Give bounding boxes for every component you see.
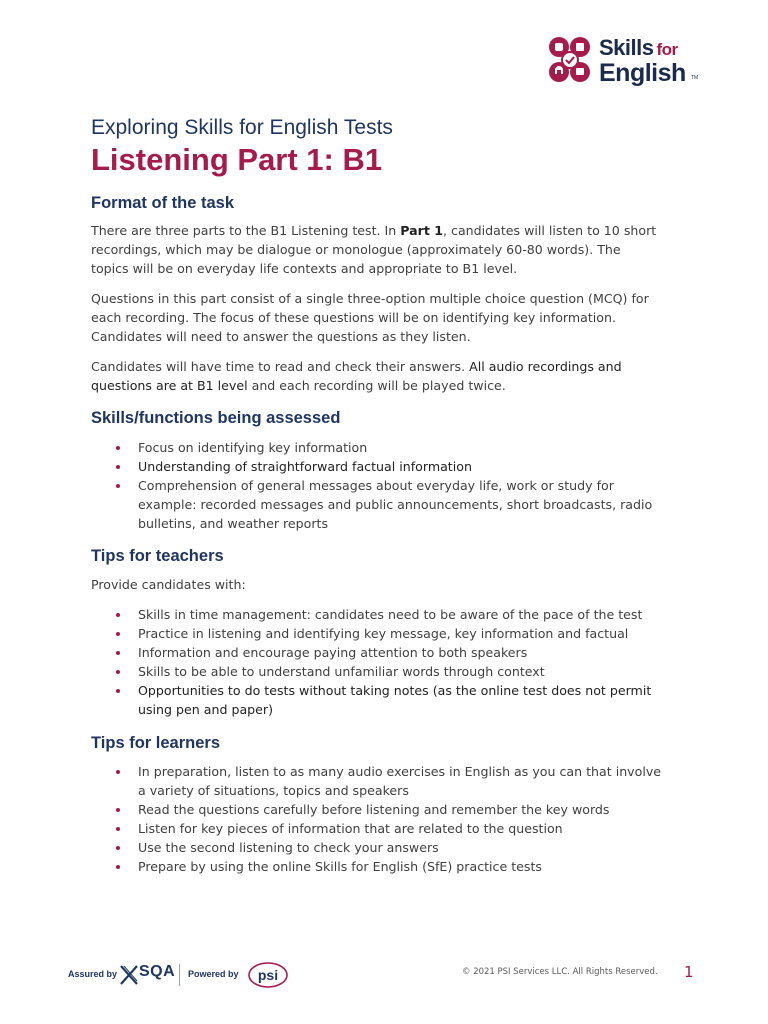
list-item: Read the questions carefully before listening and remember the key words (91, 800, 671, 819)
section-heading-teachers: Tips for teachers (91, 547, 224, 565)
sqa-logo-mark-icon (118, 963, 140, 987)
document-supertitle: Exploring Skills for English Tests (91, 116, 393, 139)
logo-word-english: English (599, 59, 686, 87)
bullet-icon (116, 632, 120, 636)
footer-copyright: © 2021 PSI Services LLC. All Rights Reserved. (462, 967, 658, 977)
skills-for-english-logo (547, 34, 697, 86)
teachers-intro: Provide candidates with: (91, 577, 246, 592)
list-item: Skills to be able to understand unfamiliar words through context (91, 662, 671, 681)
list-item: Comprehension of general messages about everyday life, work or study for example: recorded messages and public announcements, short broadcasts, radio bulletins, and weather reports (91, 476, 671, 533)
bullet-icon (116, 865, 120, 869)
bullet-icon (116, 651, 120, 655)
footer-assured-by: Assured by (68, 969, 118, 979)
bullet-icon (116, 808, 120, 812)
bullet-icon (116, 446, 120, 450)
list-item: Use the second listening to check your answers (91, 838, 671, 857)
bullet-icon (116, 689, 120, 693)
section-heading-skills: Skills/functions being assessed (91, 409, 341, 427)
list-item: Prepare by using the online Skills for English (SfE) practice tests (91, 857, 671, 876)
bullet-icon (116, 484, 120, 488)
bullet-icon (116, 770, 120, 774)
section-heading-format: Format of the task (91, 194, 235, 212)
list-item: Skills in time management: candidates need to be aware of the pace of the test (91, 605, 671, 624)
format-paragraph-1: There are three parts to the B1 Listening test. In Part 1, candidates will listen to 10 short recordings, which may be dialogue or monologue (approximately 60-80 words). The topics will be on everyday life contexts and appropriate to B1 level. (91, 223, 657, 276)
logo-word-for: for (656, 40, 678, 59)
bullet-icon (116, 827, 120, 831)
list-item: In preparation, listen to as many audio exercises in English as you can that involve a variety of situations, topics and speakers (91, 762, 671, 800)
bullet-icon (116, 670, 120, 674)
logo-word-skills: Skills for (599, 35, 678, 60)
psi-logo-icon (246, 961, 290, 989)
list-item: Information and encourage paying attention to both speakers (91, 643, 671, 662)
format-paragraph-3: Candidates will have time to read and check their answers. All audio recordings and questions are at B1 level and each recording will be played twice. (91, 359, 622, 393)
list-item: Practice in listening and identifying key message, key information and factual (91, 624, 671, 643)
logo-trademark: TM (691, 75, 699, 81)
learners-list (91, 762, 671, 876)
skills-for-english-logo-mark-icon (547, 34, 595, 86)
bullet-icon (116, 613, 120, 617)
list-item: Opportunities to do tests without taking notes (as the online test does not permit using pen and paper) (91, 681, 671, 719)
footer-powered-by: Powered by (188, 969, 239, 979)
format-paragraph-2: Questions in this part consist of a single three-option multiple choice question (MCQ) for each recording. The focus of these questions will be on identifying key information. Candidates will need to answer the questions as they listen. (91, 291, 649, 344)
list-item: Listen for key pieces of information that are related to the question (91, 819, 671, 838)
footer-sqa-logo: SQA (139, 963, 176, 980)
psi-logo-text: psi (257, 967, 279, 983)
document-title: Listening Part 1: B1 (91, 142, 383, 177)
list-item: Focus on identifying key information (91, 438, 671, 457)
bullet-icon (116, 846, 120, 850)
page-number: 1 (684, 963, 694, 981)
teachers-list (91, 605, 671, 719)
section-heading-learners: Tips for learners (91, 734, 220, 752)
footer-divider (179, 964, 180, 986)
skills-list (91, 438, 671, 533)
list-item: Understanding of straightforward factual information (91, 457, 671, 476)
bullet-icon (116, 465, 120, 469)
